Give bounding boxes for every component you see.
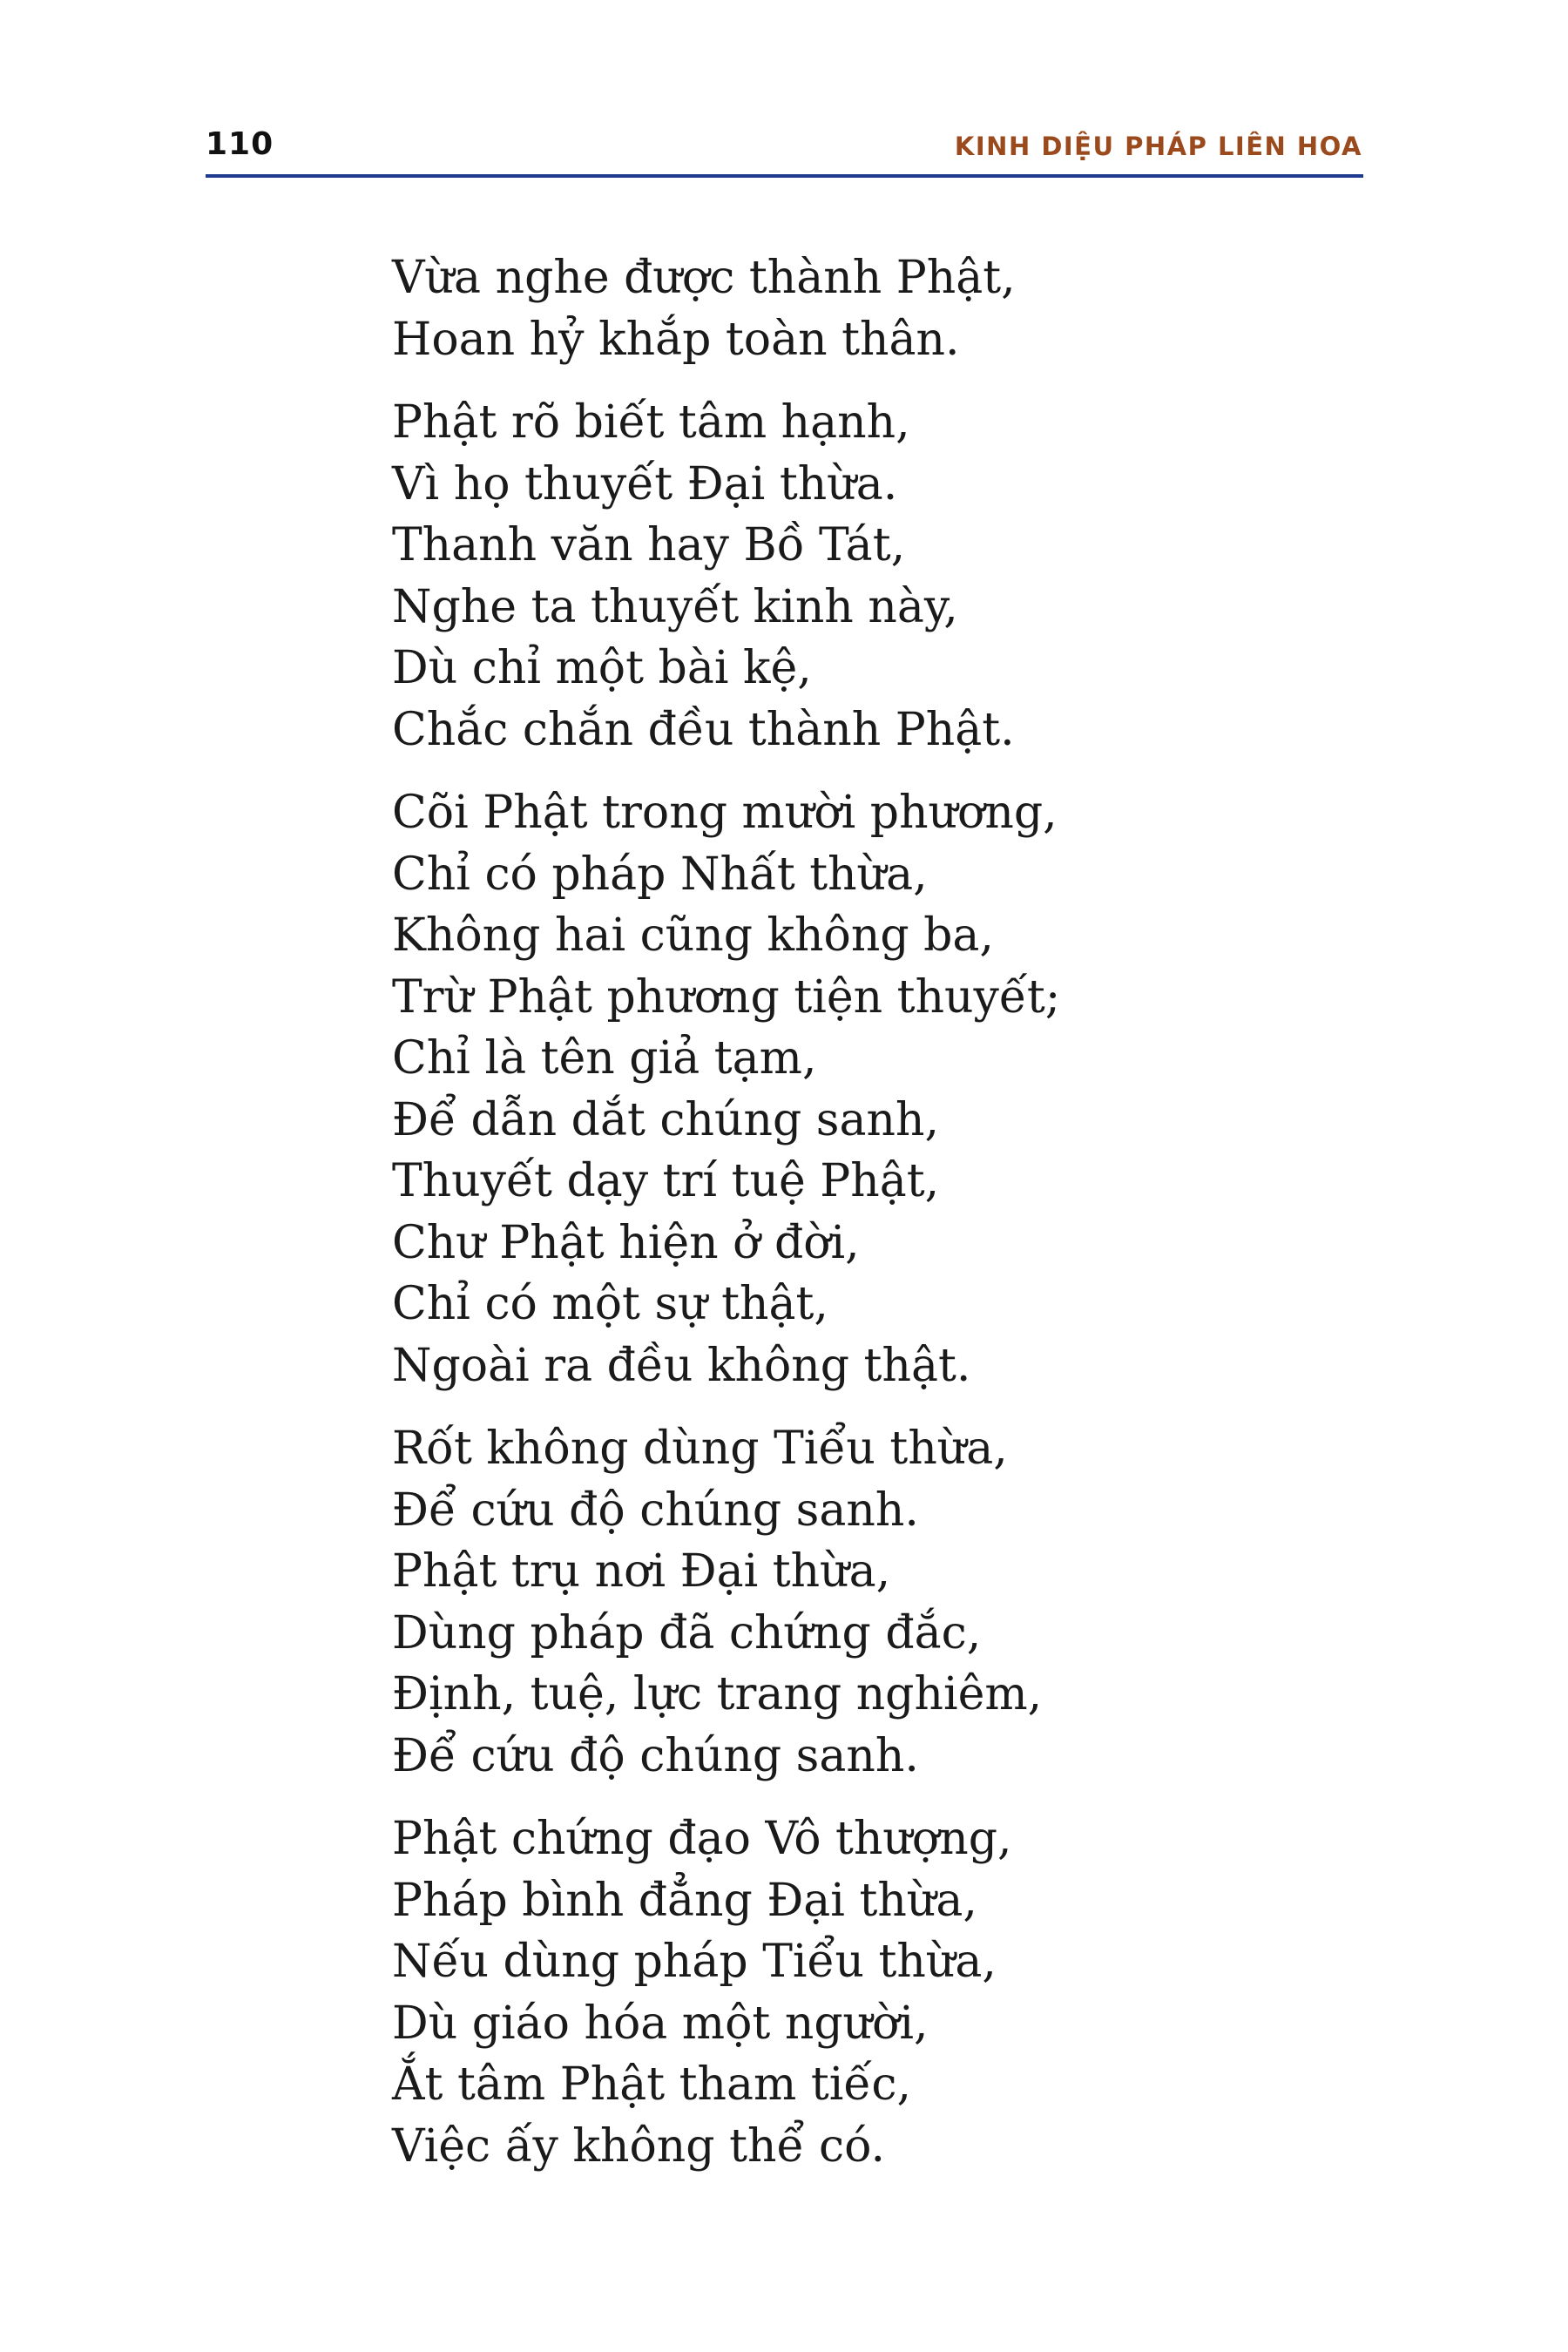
poem-line: Ắt tâm Phật tham tiếc, — [392, 2058, 912, 2111]
poem-body — [392, 247, 1350, 2199]
poem-line: Chỉ là tên giả tạm, — [392, 1032, 817, 1085]
poem-line: Cõi Phật trong mười phương, — [392, 787, 1058, 839]
poem-line: Để cứu độ chúng sanh. — [392, 1484, 919, 1537]
poem-line: Dùng pháp đã chứng đắc, — [392, 1606, 982, 1659]
stanza-3 — [392, 782, 1350, 1396]
poem-line: Rốt không dùng Tiểu thừa, — [392, 1423, 1008, 1475]
stanza-5 — [392, 1808, 1350, 2177]
poem-line: Phật rõ biết tâm hạnh, — [392, 396, 910, 449]
poem-line: Vừa nghe được thành Phật, — [392, 252, 1016, 304]
poem-line: Không hai cũng không ba, — [392, 909, 994, 962]
poem-line: Chư Phật hiện ở đời, — [392, 1216, 860, 1269]
poem-line: Chắc chắn đều thành Phật. — [392, 703, 1015, 756]
poem-line: Chỉ có một sự thật, — [392, 1278, 828, 1330]
page-number: 110 — [206, 126, 274, 162]
poem-line: Phật trụ nơi Đại thừa, — [392, 1545, 891, 1598]
poem-line: Hoan hỷ khắp toàn thân. — [392, 313, 960, 366]
poem-line: Phật chứng đạo Vô thượng, — [392, 1813, 1012, 1865]
running-title: KINH DIỆU PHÁP LIÊN HOA — [954, 132, 1362, 161]
poem-line: Ngoài ra đều không thật. — [392, 1339, 971, 1392]
poem-line: Định, tuệ, lực trang nghiêm, — [392, 1668, 1043, 1720]
poem-line: Vì họ thuyết Đại thừa. — [392, 457, 898, 510]
poem-line: Dù chỉ một bài kệ, — [392, 642, 812, 694]
poem-line: Chỉ có pháp Nhất thừa, — [392, 848, 928, 901]
poem-line: Việc ấy không thể có. — [392, 2119, 886, 2173]
header-rule — [206, 174, 1363, 178]
poem-line: Để dẫn dắt chúng sanh, — [392, 1093, 939, 1146]
poem-line: Để cứu độ chúng sanh. — [392, 1729, 919, 1782]
poem-line: Pháp bình đẳng Đại thừa, — [392, 1874, 977, 1927]
poem-line: Thuyết dạy trí tuệ Phật, — [392, 1155, 940, 1207]
stanza-2 — [392, 392, 1350, 760]
stanza-1 — [392, 247, 1350, 370]
poem-line: Thanh văn hay Bồ Tát, — [392, 519, 906, 571]
poem-line: Nếu dùng pháp Tiểu thừa, — [392, 1936, 997, 1988]
poem-line: Dù giáo hóa một người, — [392, 1997, 929, 2050]
poem-line: Nghe ta thuyết kinh này, — [392, 580, 958, 633]
poem-line: Trừ Phật phương tiện thuyết; — [392, 970, 1061, 1024]
stanza-4 — [392, 1418, 1350, 1787]
